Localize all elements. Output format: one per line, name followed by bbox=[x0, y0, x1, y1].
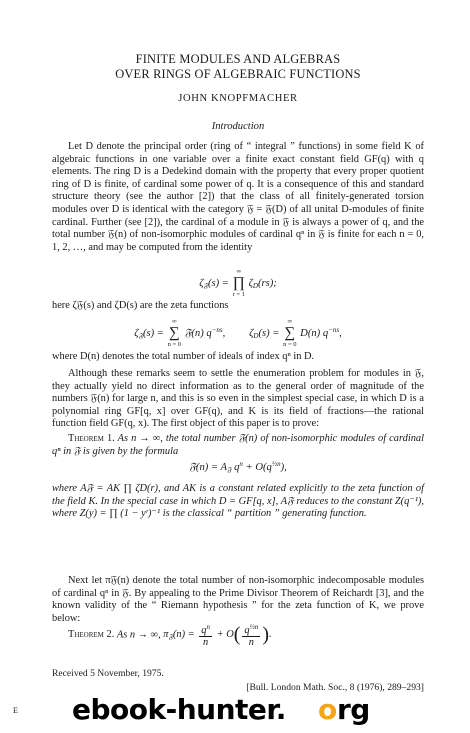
journal-citation: [Bull. London Math. Soc., 8 (1976), 289–293] bbox=[246, 682, 424, 693]
equation-theorem-2: $\pi_𝔉(n)$ = $\frac{q^n}{n}$ + O( $\frac{q^{\frac{1}{2}n}}{n}$ ). bbox=[163, 623, 272, 648]
theorem-1 bbox=[52, 433, 424, 458]
corner-mark: E bbox=[13, 706, 18, 715]
theorem-1-label: Theorem 1. bbox=[68, 433, 115, 444]
paper-title bbox=[52, 52, 424, 82]
section-heading: Introduction bbox=[211, 121, 265, 132]
svg-text:o: o bbox=[318, 694, 337, 726]
watermark-logo bbox=[14, 694, 459, 726]
theorem-2-label: Theorem 2. bbox=[68, 629, 115, 641]
intro-paragraph-1: Let D denote the principal order (ring of “ integral ” functions) in some field K of algebraic functions in one variable over a finite exact constant field GF(q) with q elements. The ring D is a Dedekind domain with the property that every proper quotient ring of D is finite, of cardinal some power of q. It is a consequence of this and standard structure theory (see the author [2]) that the class of all finitely-generated torsion modules over D is identical with the category 𝔉 = 𝔉(D) of all unital D-modules of finite cardinal. Further (see [2]), the cardinal of a module in 𝔉 is always a power of q, and the total number 𝔉(n) of non-isomorphic modules of cardinal qⁿ in 𝔉 is finite for each n = 0, 1, 2, …, and may be computed from the identity bbox=[52, 141, 424, 253]
theorem-2-text: As n → ∞, bbox=[116, 629, 161, 641]
equation-theorem-1: 𝔉(n) = $A_𝔉$ $q^n + O(q^{\frac{1}{2}n})$, bbox=[189, 460, 287, 474]
where-line: where D(n) denotes the total number of ideals of index qⁿ in D. bbox=[52, 351, 315, 362]
title-line-2: OVER RINGS OF ALGEBRAIC FUNCTIONS bbox=[115, 67, 361, 81]
intro-paragraph-2: Although these remarks seem to settle the enumeration problem for modules in 𝔉, they actually yield no direct information as to the general order of magnitude of the numbers 𝔉(n) for large n, and this is so even in the simplest special case, in which D is a polynomial ring GF[q, x] over GF(q), and K is its field of fractions—the rational function field GF(q, x). The first object of this paper is to prove: bbox=[52, 368, 424, 430]
paragraph-3: Next let π𝔉(n) denote the total number of non-isomorphic indecomposable modules of cardinal qⁿ in 𝔉. By appealing to the Prime Divisor Theorem of Reichardt [3], and the known validity of the “ Riemann hypothesis ” for the zeta function of K, we prove below: bbox=[52, 575, 424, 624]
svg-text:ebook-hunter.: ebook-hunter. bbox=[72, 694, 286, 726]
equation-zeta-definitions: $\zeta_𝔉(s)$ = ∞ ∑ n = 0 𝔉(n) $q^{-ns}$, $\zeta_D(s)$ = ∞ ∑ n = 0 D(n) $q^{-ns}$, bbox=[134, 318, 342, 348]
author-name: JOHN KNOPFMACHER bbox=[178, 93, 298, 104]
received-date: Received 5 November, 1975. bbox=[52, 668, 164, 679]
watermark-footer bbox=[14, 694, 459, 726]
svg-text:rg: rg bbox=[337, 694, 370, 726]
theorem-2 bbox=[52, 622, 424, 648]
watermark-text bbox=[14, 694, 459, 733]
equation-zeta-product: $\zeta_𝔉(s)$ = ∞ ∏ r = 1 $\zeta_D(rs)$; bbox=[199, 268, 277, 298]
title-line-1: FINITE MODULES AND ALGEBRAS bbox=[135, 52, 341, 66]
theorem-1-where: where A𝔉 = AK ∏ ζD(r), and AK is a constant related explicitly to the zeta function of the field K. In the special case in which D = GF[q, x], A𝔉 reduces to the constant Z(q⁻¹), where Z(y) = ∏ (1 − yʳ)⁻¹ is the classical “ partition ” generating function. bbox=[52, 483, 424, 520]
here-line: here ζ𝔉(s) and ζD(s) are the zeta functions bbox=[52, 300, 229, 311]
theorem-1-text: As n → ∞, the total number 𝔉(n) of non-isomorphic modules of cardinal qⁿ in 𝔉 is given by the formula bbox=[52, 433, 425, 457]
